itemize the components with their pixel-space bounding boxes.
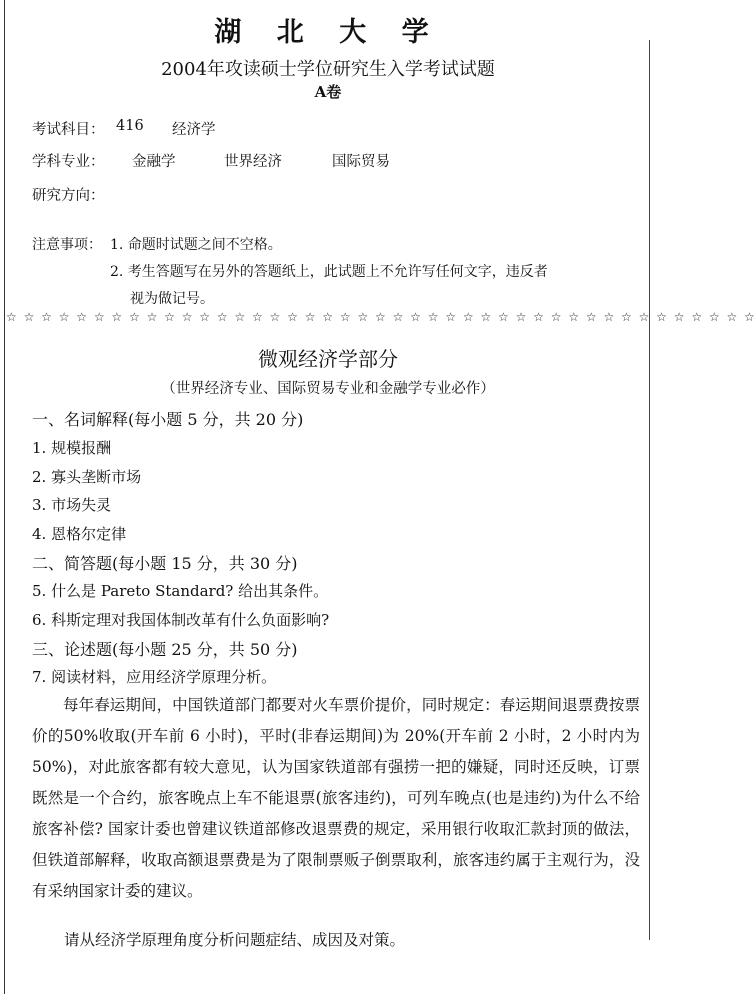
exam-title: 2004年攻读硕士学位研究生入学考试试题 bbox=[161, 59, 495, 80]
note-item: 2. 考生答题写在另外的答题纸上，此试题上不允许写任何文字，违反者 bbox=[110, 264, 548, 280]
question-item: 5. 什么是 Pareto Standard? 给出其条件。 bbox=[32, 582, 329, 600]
section-heading: 三、论述题(每小题 25 分，共 50 分) bbox=[32, 640, 298, 659]
question-item: 6. 科斯定理对我国体制改革有什么负面影响? bbox=[32, 611, 330, 629]
subject-label: 考试科目： bbox=[32, 122, 105, 138]
question-item: 7. 阅读材料，应用经济学原理分析。 bbox=[32, 668, 277, 686]
page-border-left bbox=[4, 0, 5, 994]
subject-code: 416 bbox=[116, 118, 144, 134]
closing-instruction: 请从经济学原理角度分析问题症结、成因及对策。 bbox=[64, 931, 406, 949]
major-item: 世界经济 bbox=[224, 154, 282, 170]
page-border-right bbox=[649, 40, 650, 940]
question-item: 1. 规模报酬 bbox=[32, 439, 112, 457]
section-heading: 二、简答题(每小题 15 分，共 30 分) bbox=[32, 554, 298, 573]
paper-version: A卷 bbox=[314, 83, 342, 101]
note-item: 1. 命题时试题之间不空格。 bbox=[110, 237, 282, 253]
major-item: 国际贸易 bbox=[332, 154, 390, 170]
university-name: 湖 北 大 学 bbox=[214, 17, 442, 48]
note-item: 视为做记号。 bbox=[130, 291, 214, 307]
subject-name: 经济学 bbox=[172, 122, 216, 138]
section-heading: 一、名词解释(每小题 5 分，共 20 分) bbox=[32, 410, 304, 429]
notes-label: 注意事项： bbox=[32, 237, 102, 253]
question-item: 2. 寡头垄断市场 bbox=[32, 468, 142, 486]
direction-label: 研究方向： bbox=[32, 188, 105, 204]
question-item: 4. 恩格尔定律 bbox=[32, 525, 127, 543]
material-paragraph: 每年春运期间，中国铁道部门都要对火车票价提价，同时规定：春运期间退票费按票价的50%收取(开车前 6 小时)，平时(非春运期间)为 20%(开车前 2 小时，2 小时内为 50%)，对此旅客都有较大意见，认为国家铁道部有强捞一把的嫌疑，同时还反映，订票既然是一个合约，旅客晚点上车不能退票(旅客违约)，可列车晚点(也是违约)为什么不给旅客补偿? 国家计委也曾建议铁道部修改退票费的规定，采用银行收取汇款封顶的做法，但铁道部解释，收取高额退票费是为了限制票贩子倒票取利，旅客违约属于主观行为，没有采纳国家计委的建议。 bbox=[32, 696, 640, 900]
part-subtitle: （世界经济专业、国际贸易专业和金融学专业必作） bbox=[161, 381, 495, 397]
major-label: 学科专业： bbox=[32, 154, 105, 170]
star-divider: ☆ ☆ ☆ ☆ ☆ ☆ ☆ ☆ ☆ ☆ ☆ ☆ ☆ ☆ ☆ ☆ ☆ ☆ ☆ ☆ ☆ ☆ ☆ ☆ ☆ ☆ ☆ ☆ ☆ ☆ ☆ ☆ ☆ ☆ ☆ ☆ ☆ ☆ ☆ ☆ ☆ ☆ ☆ bbox=[6, 310, 756, 324]
major-item: 金融学 bbox=[132, 154, 176, 170]
question-item: 3. 市场失灵 bbox=[32, 496, 112, 514]
part-title: 微观经济学部分 bbox=[258, 347, 398, 371]
